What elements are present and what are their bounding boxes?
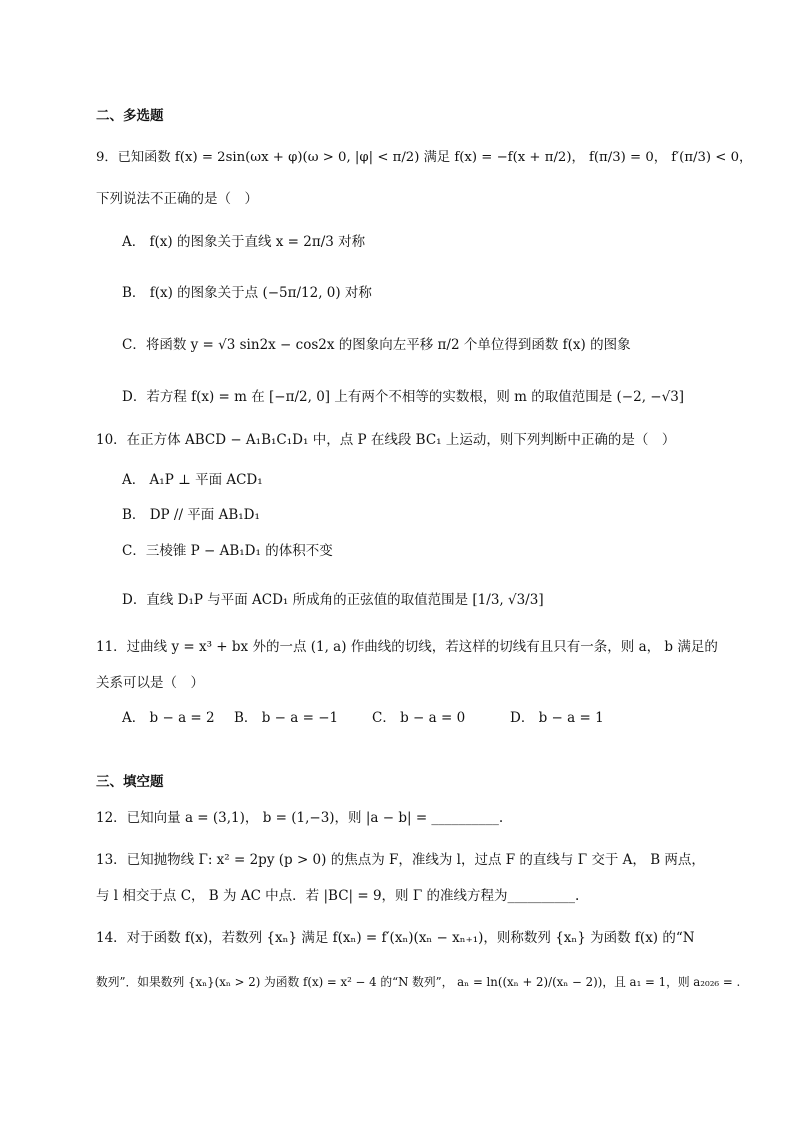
question-11-option-c: C． b − a = 0 bbox=[372, 710, 466, 726]
question-10-option-b: B． DP // 平面 AB₁D₁ bbox=[122, 507, 260, 523]
question-13-line-1: 13．已知抛物线 Γ: x² = 2py (p > 0) 的焦点为 F，准线为 l，过点 F 的直线与 Γ 交于 A， B 两点， bbox=[96, 852, 705, 868]
question-9-prompt: 下列说法不正确的是（ ） bbox=[96, 191, 258, 207]
question-9-option-b: B． f(x) 的图象关于点 (−5π/12, 0) 对称 bbox=[122, 285, 372, 301]
question-11-stem: 11．过曲线 y = x³ + bx 外的一点 (1, a) 作曲线的切线，若这样的切线有且只有一条，则 a， b 满足的 bbox=[96, 639, 718, 655]
question-14-line-2: 数列”．如果数列 {xₙ}(xₙ > 2) 为函数 f(x) = x² − 4 的“N 数列”， aₙ = ln((xₙ + 2)/(xₙ − 2))，且 a₁ = 1，则 a₂₀₂₆ = . bbox=[96, 975, 741, 989]
question-10-option-a: A． A₁P ⊥ 平面 ACD₁ bbox=[122, 472, 263, 488]
question-9-stem: 9．已知函数 f(x) = 2sin(ωx + φ)(ω > 0, |φ| < π/2) 满足 f(x) = −f(x + π/2)， f(π/3) = 0， f′(π/3) < 0， bbox=[96, 150, 753, 165]
question-12: 12．已知向量 a = (3,1)， b = (1,−3)，则 |a − b| = __________. bbox=[96, 810, 504, 826]
question-14-line-1: 14．对于函数 f(x)，若数列 {xₙ} 满足 f(xₙ) = f′(xₙ)(xₙ − xₙ₊₁)，则称数列 {xₙ} 为函数 f(x) 的“N bbox=[96, 930, 695, 946]
question-9-option-c: C．将函数 y = √3 sin2x − cos2x 的图象向左平移 π/2 个单位得到函数 f(x) 的图象 bbox=[122, 337, 631, 353]
question-9-option-d: D．若方程 f(x) = m 在 [−π/2, 0] 上有两个不相等的实数根，则 m 的取值范围是 (−2, −√3] bbox=[122, 389, 685, 405]
question-11-option-a: A． b − a = 2 bbox=[122, 710, 215, 726]
question-10-option-c: C．三棱锥 P − AB₁D₁ 的体积不变 bbox=[122, 543, 333, 559]
question-11-options bbox=[122, 706, 642, 726]
section-heading-fill-in: 三、填空题 bbox=[96, 774, 164, 790]
question-11-option-d: D． b − a = 1 bbox=[510, 710, 604, 726]
question-11-prompt: 关系可以是（ ） bbox=[96, 675, 204, 691]
question-10-option-d: D．直线 D₁P 与平面 ACD₁ 所成角的正弦值的取值范围是 [1/3, √3/3] bbox=[122, 592, 544, 608]
section-heading-multiple-choice: 二、多选题 bbox=[96, 108, 164, 124]
question-9-option-a: A． f(x) 的图象关于直线 x = 2π/3 对称 bbox=[122, 234, 366, 250]
question-11-option-b: B． b − a = −1 bbox=[234, 710, 339, 726]
question-13-line-2: 与 l 相交于点 C， B 为 AC 中点．若 |BC| = 9，则 Γ 的准线方程为__________. bbox=[96, 888, 580, 904]
question-10-stem: 10．在正方体 ABCD − A₁B₁C₁D₁ 中，点 P 在线段 BC₁ 上运动，则下列判断中正确的是（ ） bbox=[96, 432, 676, 448]
